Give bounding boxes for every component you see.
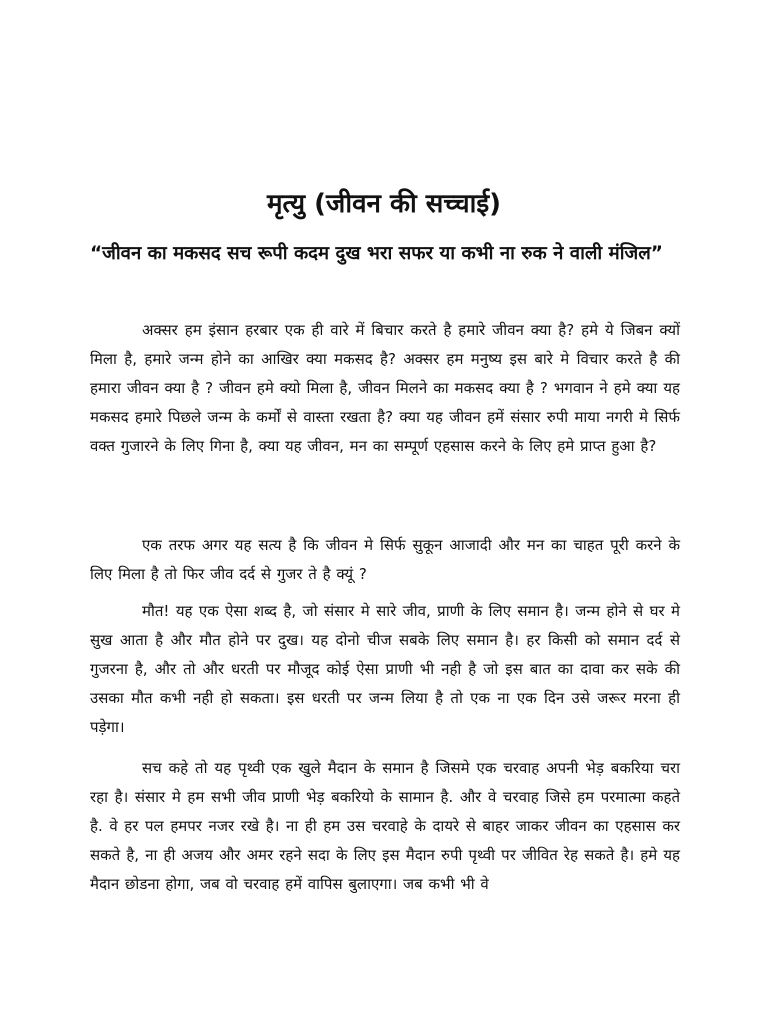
paragraph-2: एक तरफ अगर यह सत्य है कि जीवन मे सिर्फ सुकून आजादी और मन का चाहत पूरी करने के लिए मिला है तो फिर जीव दर्द से गुजर ते है क्यूं ? [90, 536, 680, 583]
paragraph-4: सच कहे तो यह पृथ्वी एक खुले मैदान के समान है जिसमे एक चरवाह अपनी भेड़ बकरिया चरा रहा है। संसार मे हम सभी जीव प्राणी भेड़ बकरियो के सामान है. और वे चरवाह जिसे हम परमात्मा कहते है. वे हर पल हमपर नजर रखे है। ना ही हम उस चरवाहे के दायरे से बाहर जाकर जीवन का एहसास कर सकते है, ना ही अजय और अमर रहने सदा के लिए इस मैदान रुपी पृथ्वी पर जीवित रेह सकते है। हमे यह मैदान छोडना होगा, जब वो चरवाह हमें वापिस बुलाएगा। जब कभी भी वे [90, 759, 680, 893]
paragraph-3: मौत! यह एक ऐसा शब्द है, जो संसार मे सारे जीव, प्राणी के लिए समान है। जन्म होने से घर मे सुख आता है और मौत होने पर दुख। यह दोनो चीज सबके लिए समान है। हर किसी को समान दर्द से गुजरना है, और तो और धरती पर मौजूद कोई ऐसा प्राणी भी नही है जो इस बात का दावा कर सके की उसका मौत कभी नही हो सकता। इस धरती पर जन्म लिया है तो एक ना एक दिन उसे जरूर मरना ही पड़ेगा। [90, 602, 680, 736]
document-title: मृत्यु (जीवन की सच्चाई) [266, 189, 502, 219]
document-subtitle-quote: “जीवन का मकसद सच रूपी कदम दुख भरा सफर या कभी ना रुक ने वाली मंजिल” [90, 243, 663, 264]
paragraph-1: अक्सर हम इंसान हरबार एक ही वारे में बिचार करते है हमारे जीवन क्या है? हमे ये जिबन क्यों मिला है, हमारे जन्म होने का आखिर क्या मकसद है? अक्सर हम मनुष्य इस बारे मे विचार करते है की हमारा जीवन क्या है ? जीवन हमे क्यो मिला है, जीवन मिलने का मकसद क्या है ? भगवान ने हमे क्या यह मकसद हमारे पिछले जन्म के कर्मों से वास्ता रखता है? क्या यह जीवन हमें संसार रुपी माया नगरी मे सिर्फ वक्त गुजारने के लिए गिना है, क्या यह जीवन, मन का सम्पूर्ण एहसास करने के लिए हमे प्राप्त हुआ है? [90, 321, 680, 455]
